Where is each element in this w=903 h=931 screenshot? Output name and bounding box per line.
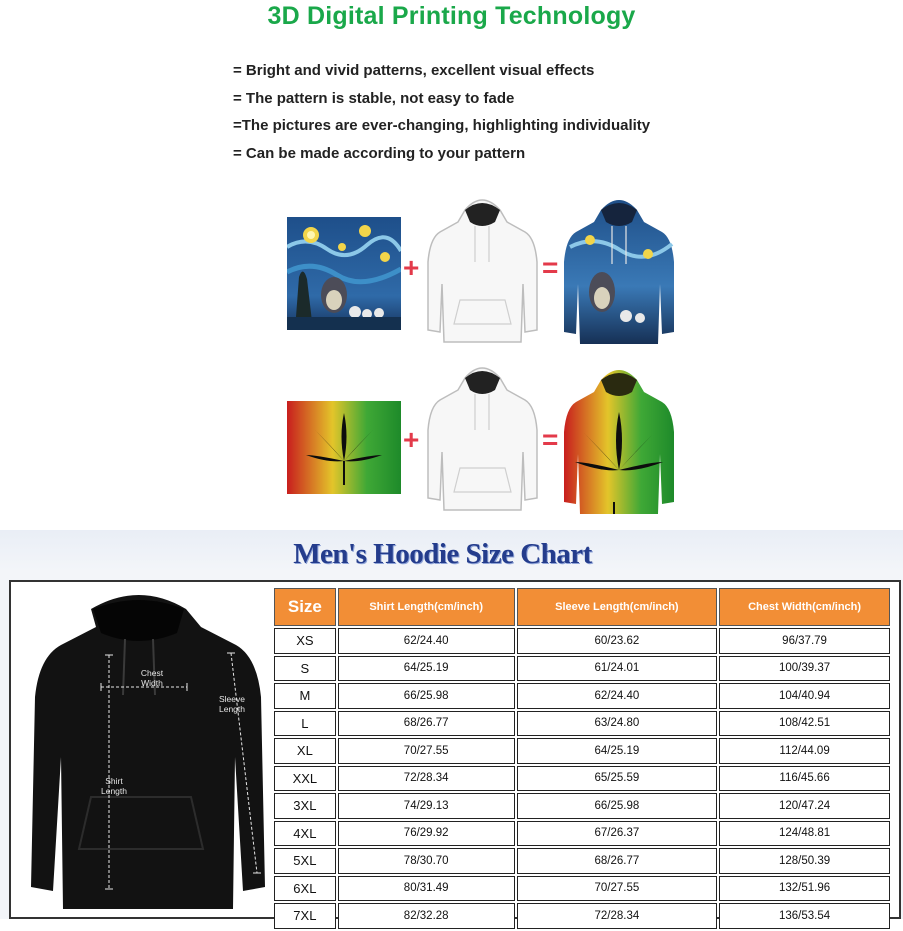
table-row: [274, 876, 890, 902]
sleeve-length-cell: 68/26.77: [517, 848, 718, 874]
equals-sign: =: [542, 252, 559, 283]
size-chart-section: [0, 530, 903, 924]
table-header-row: [274, 588, 890, 626]
size-cell: S: [274, 656, 336, 682]
chest-width-cell: 108/42.51: [719, 711, 890, 737]
size-cell: XXL: [274, 766, 336, 792]
sleeve-length-cell: 61/24.01: [517, 656, 718, 682]
table-row: [274, 766, 890, 792]
sleeve-length-cell: 72/28.34: [517, 903, 718, 929]
size-cell: 7XL: [274, 903, 336, 929]
chest-width-cell: 116/45.66: [719, 766, 890, 792]
shirt-length-cell: 68/26.77: [338, 711, 515, 737]
size-cell: XS: [274, 628, 336, 654]
column-header-chest-width: Chest Width(cm/inch): [719, 588, 890, 626]
printed-hoodie-leaf: [560, 362, 678, 517]
equals-sign: =: [542, 424, 559, 455]
plus-sign: +: [403, 252, 420, 283]
size-cell: M: [274, 683, 336, 709]
leaf-pattern: [287, 401, 401, 494]
sleeve-length-cell: 65/25.59: [517, 766, 718, 792]
white-hoodie: [425, 360, 540, 513]
size-cell: L: [274, 711, 336, 737]
sleeve-length-cell: 60/23.62: [517, 628, 718, 654]
chest-width-cell: 132/51.96: [719, 876, 890, 902]
size-cell: 3XL: [274, 793, 336, 819]
table-row: [274, 903, 890, 929]
size-cell: 4XL: [274, 821, 336, 847]
column-header-sleeve-length: Sleeve Length(cm/inch): [517, 588, 718, 626]
printed-hoodie-starry: [560, 192, 678, 347]
shirt-length-cell: 80/31.49: [338, 876, 515, 902]
size-cell: XL: [274, 738, 336, 764]
shirt-length-cell: 82/32.28: [338, 903, 515, 929]
black-hoodie-model: [21, 587, 271, 912]
sleeve-length-cell: 67/26.37: [517, 821, 718, 847]
sleeve-length-cell: 70/27.55: [517, 876, 718, 902]
feature-item: =The pictures are ever-changing, highlighting individuality: [233, 117, 651, 134]
sleeve-length-label: Sleeve Length: [219, 694, 245, 714]
starry-night-pattern: [287, 217, 401, 330]
shirt-length-cell: 70/27.55: [338, 738, 515, 764]
size-table: [272, 586, 892, 931]
feature-list: [233, 60, 753, 170]
chest-width-cell: 120/47.24: [719, 793, 890, 819]
feature-item: = Bright and vivid patterns, excellent visual effects: [233, 62, 595, 79]
chest-width-label: Chest Width: [140, 668, 164, 688]
shirt-length-cell: 64/25.19: [338, 656, 515, 682]
chest-width-cell: 96/37.79: [719, 628, 890, 654]
chest-width-cell: 136/53.54: [719, 903, 890, 929]
size-cell: 5XL: [274, 848, 336, 874]
table-row: [274, 683, 890, 709]
sleeve-length-cell: 62/24.40: [517, 683, 718, 709]
feature-item: = The pattern is stable, not easy to fade: [233, 89, 515, 107]
table-row: [274, 738, 890, 764]
table-row: [274, 656, 890, 682]
shirt-length-cell: 72/28.34: [338, 766, 515, 792]
shirt-length-cell: 78/30.70: [338, 848, 515, 874]
column-header-size: Size: [274, 588, 336, 626]
size-cell: 6XL: [274, 876, 336, 902]
chest-width-cell: 112/44.09: [719, 738, 890, 764]
white-hoodie: [425, 192, 540, 345]
size-chart-frame: [9, 580, 901, 924]
table-row: [274, 711, 890, 737]
shirt-length-cell: 74/29.13: [338, 793, 515, 819]
shirt-length-cell: 66/25.98: [338, 683, 515, 709]
chest-width-cell: 104/40.94: [719, 683, 890, 709]
sleeve-length-cell: 66/25.98: [517, 793, 718, 819]
headline: 3D Digital Printing Technology: [267, 2, 636, 30]
plus-sign: +: [403, 424, 420, 455]
table-row: [274, 821, 890, 847]
sleeve-length-cell: 64/25.19: [517, 738, 718, 764]
chest-width-cell: 128/50.39: [719, 848, 890, 874]
shirt-length-cell: 62/24.40: [338, 628, 515, 654]
chest-width-cell: 124/48.81: [719, 821, 890, 847]
shirt-length-label: Shirt Length: [101, 776, 127, 796]
shirt-length-cell: 76/29.92: [338, 821, 515, 847]
chest-width-cell: 100/39.37: [719, 656, 890, 682]
chart-title: Men's Hoodie Size Chart: [293, 538, 592, 570]
feature-item: = Can be made according to your pattern: [233, 144, 526, 162]
sleeve-length-cell: 63/24.80: [517, 711, 718, 737]
column-header-shirt-length: Shirt Length(cm/inch): [338, 588, 515, 626]
table-row: [274, 793, 890, 819]
table-row: [274, 628, 890, 654]
table-row: [274, 848, 890, 874]
